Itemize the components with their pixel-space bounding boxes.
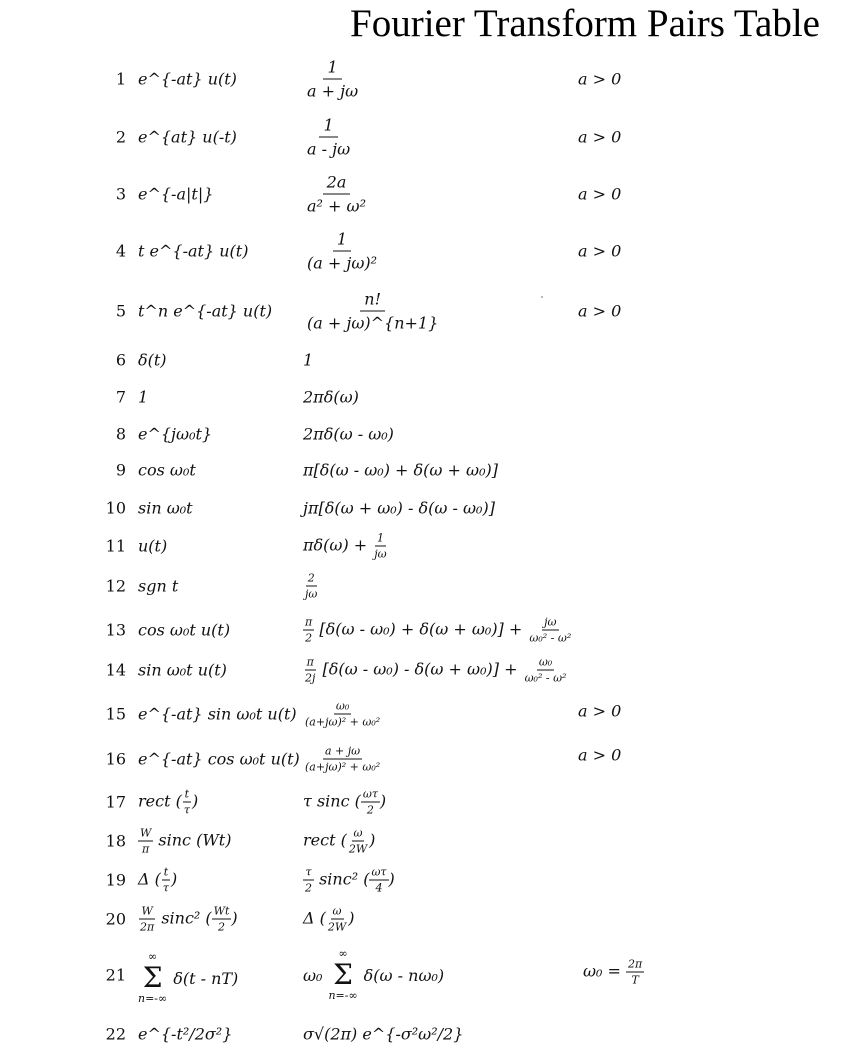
row-17-transform-suffix: ) bbox=[379, 791, 387, 811]
row-21-transform-lower-limit: n=-∞ bbox=[328, 989, 358, 1002]
row-14-numerator-b: ω₀ bbox=[538, 655, 553, 669]
row-14-denominator-a: 2j bbox=[305, 671, 316, 685]
row-21-time-sum bbox=[138, 951, 238, 1005]
row-13-middle: [δ(ω - ω₀) + δ(ω + ω₀)] + bbox=[319, 619, 523, 639]
row-5-number: 5 bbox=[115, 301, 126, 321]
row-20-time-numerator-b: Wt bbox=[213, 904, 230, 918]
row-9-number: 9 bbox=[115, 460, 126, 480]
row-4-numerator: 1 bbox=[333, 230, 351, 252]
row-19-transform-numerator-b: ωτ bbox=[371, 865, 387, 879]
row-21-time-summation bbox=[138, 951, 167, 1005]
row-14-denominator-b: ω₀² - ω² bbox=[524, 671, 567, 685]
row-18-time-denominator: π bbox=[142, 842, 150, 856]
row-21-condition-denominator: T bbox=[631, 973, 639, 987]
row-19-suffix: ) bbox=[170, 869, 178, 889]
row-18-transform-denominator: 2W bbox=[348, 842, 368, 856]
row-20-number: 20 bbox=[105, 909, 126, 929]
row-16-condition: a > 0 bbox=[578, 745, 622, 765]
row-18-time-function bbox=[138, 827, 231, 856]
row-8-transform: 2πδ(ω - ω₀) bbox=[303, 424, 394, 444]
row-21-transform-upper-limit: ∞ bbox=[338, 947, 348, 960]
row-20-time-fraction-a bbox=[138, 905, 156, 934]
row-18-time-numerator: W bbox=[140, 826, 152, 840]
row-15-number: 15 bbox=[105, 704, 126, 724]
row-19-time-function bbox=[138, 866, 177, 895]
row-19-prefix: Δ ( bbox=[138, 869, 161, 889]
row-13-numerator-a: π bbox=[305, 615, 313, 629]
row-15-condition: a > 0 bbox=[578, 701, 622, 721]
row-21-condition-numerator: 2π bbox=[628, 957, 643, 971]
row-20-transform bbox=[303, 905, 354, 934]
row-16-transform bbox=[303, 745, 382, 774]
row-21-transform-term: δ(ω - nω₀) bbox=[363, 965, 445, 985]
row-14-fraction-a bbox=[303, 656, 317, 685]
row-18-transform-numerator: ω bbox=[353, 826, 363, 840]
row-2-transform bbox=[303, 116, 354, 159]
row-4-fraction bbox=[303, 230, 381, 273]
row-11-numerator: 1 bbox=[376, 531, 384, 545]
row-16-number: 16 bbox=[105, 749, 126, 769]
row-3-fraction bbox=[303, 173, 370, 216]
row-1-transform bbox=[303, 58, 362, 101]
row-20-time-denominator-a: 2π bbox=[140, 920, 155, 934]
row-1-condition: a > 0 bbox=[578, 69, 622, 89]
row-17-transform-denominator: 2 bbox=[366, 803, 374, 817]
row-6-time-function: δ(t) bbox=[138, 350, 167, 370]
row-8-time-function: e^{jω₀t} bbox=[138, 424, 213, 444]
row-2-denominator: a - jω bbox=[307, 139, 351, 159]
row-10-number: 10 bbox=[105, 498, 126, 518]
row-2-condition: a > 0 bbox=[578, 127, 622, 147]
row-4-condition: a > 0 bbox=[578, 241, 622, 261]
row-5-denominator: (a + jω)^{n+1} bbox=[307, 313, 439, 333]
row-22-transform: σ√(2π) e^{-σ²ω²/2} bbox=[303, 1024, 464, 1044]
row-17-transform-prefix: τ sinc ( bbox=[303, 791, 361, 811]
row-19-transform-numerator-a: τ bbox=[305, 865, 312, 879]
row-15-fraction bbox=[303, 700, 382, 729]
row-21-condition-prefix: ω₀ = bbox=[583, 961, 621, 981]
row-20-suffix: ) bbox=[231, 908, 238, 928]
row-20-transform-numerator: ω bbox=[332, 904, 342, 918]
row-12-denominator: jω bbox=[305, 587, 318, 601]
row-4-transform bbox=[303, 230, 381, 273]
row-11-time-function: u(t) bbox=[138, 536, 168, 556]
row-16-time-function: e^{-at} cos ω₀t u(t) bbox=[138, 749, 300, 769]
row-16-numerator: a + jω bbox=[325, 744, 361, 758]
row-17-prefix: rect ( bbox=[138, 791, 182, 811]
row-4-denominator: (a + jω)² bbox=[307, 253, 378, 273]
row-13-numerator-b: jω bbox=[544, 615, 557, 629]
row-19-time-fraction bbox=[161, 866, 171, 895]
row-11-number: 11 bbox=[105, 536, 126, 556]
row-15-denominator: (a+jω)² + ω₀² bbox=[305, 715, 381, 729]
row-8-number: 8 bbox=[115, 424, 126, 444]
row-15-numerator: ω₀ bbox=[335, 699, 350, 713]
row-1-fraction bbox=[303, 58, 362, 101]
row-13-time-function: cos ω₀t u(t) bbox=[138, 620, 231, 640]
row-20-transform-denominator: 2W bbox=[327, 920, 347, 934]
row-3-numerator: 2a bbox=[323, 173, 351, 195]
row-19-transform-suffix: ) bbox=[388, 869, 395, 889]
row-14-transform bbox=[303, 656, 568, 685]
row-6-number: 6 bbox=[115, 350, 126, 370]
row-17-transform bbox=[303, 788, 386, 817]
row-19-transform bbox=[303, 866, 395, 895]
row-3-denominator: a² + ω² bbox=[307, 196, 366, 216]
row-2-fraction bbox=[303, 116, 354, 159]
row-14-numerator-a: π bbox=[306, 655, 314, 669]
row-11-fraction bbox=[372, 532, 388, 561]
row-12-numerator: 2 bbox=[307, 571, 315, 585]
row-11-prefix: πδ(ω) + bbox=[303, 535, 368, 555]
row-4-number: 4 bbox=[115, 241, 126, 261]
row-21-time-lower-limit: n=-∞ bbox=[138, 992, 168, 1005]
row-5-transform bbox=[303, 290, 442, 333]
row-5-fraction bbox=[303, 290, 442, 333]
row-17-suffix: ) bbox=[191, 791, 199, 811]
row-14-fraction-b bbox=[523, 656, 569, 685]
row-13-denominator-b: ω₀² - ω² bbox=[529, 631, 572, 645]
row-17-number: 17 bbox=[105, 792, 126, 812]
row-12-number: 12 bbox=[105, 576, 126, 596]
row-18-transform-fraction bbox=[347, 827, 369, 856]
row-21-transform-prefix: ω₀ bbox=[303, 965, 323, 985]
row-1-numerator: 1 bbox=[323, 58, 341, 80]
row-13-fraction-b bbox=[527, 616, 573, 645]
row-5-numerator: n! bbox=[360, 290, 385, 312]
row-20-time-numerator-a: W bbox=[141, 904, 153, 918]
row-2-number: 2 bbox=[115, 127, 126, 147]
row-2-time-function: e^{at} u(-t) bbox=[138, 127, 237, 147]
row-17-time-fraction bbox=[182, 788, 192, 817]
sigma-icon: Σ bbox=[142, 961, 163, 994]
row-3-transform bbox=[303, 173, 370, 216]
row-20-time-denominator-b: 2 bbox=[218, 920, 226, 934]
row-2-numerator: 1 bbox=[319, 116, 337, 138]
row-20-transform-suffix: ) bbox=[348, 908, 355, 928]
row-19-transform-prefix: sinc² ( bbox=[319, 869, 370, 889]
row-10-time-function: sin ω₀t bbox=[138, 498, 193, 518]
scan-speck bbox=[541, 296, 543, 298]
row-18-transform-suffix: ) bbox=[369, 830, 376, 850]
row-13-denominator-a: 2 bbox=[305, 631, 313, 645]
row-3-time-function: e^{-a|t|} bbox=[138, 184, 214, 204]
row-16-fraction bbox=[303, 745, 382, 774]
row-21-condition-fraction bbox=[626, 958, 644, 987]
row-18-number: 18 bbox=[105, 831, 126, 851]
row-20-time-function bbox=[138, 905, 238, 934]
row-19-transform-fraction-b bbox=[369, 866, 388, 895]
row-5-time-function: t^n e^{-at} u(t) bbox=[138, 301, 273, 321]
row-14-middle: [δ(ω - ω₀) - δ(ω + ω₀)] + bbox=[322, 659, 518, 679]
row-18-time-fraction bbox=[138, 827, 153, 856]
row-12-time-function: sgn t bbox=[138, 576, 179, 596]
row-16-denominator: (a+jω)² + ω₀² bbox=[305, 760, 381, 774]
row-13-number: 13 bbox=[105, 620, 126, 640]
row-5-condition: a > 0 bbox=[578, 301, 622, 321]
row-1-number: 1 bbox=[115, 69, 126, 89]
row-20-time-fraction-b bbox=[212, 905, 232, 934]
row-12-transform bbox=[303, 572, 319, 601]
page-title: Fourier Transform Pairs Table bbox=[350, 2, 820, 45]
row-18-transform-prefix: rect ( bbox=[303, 830, 347, 850]
row-7-number: 7 bbox=[115, 387, 126, 407]
row-18-transform bbox=[303, 827, 375, 856]
row-18-suffix: sinc (Wt) bbox=[158, 830, 232, 850]
row-1-denominator: a + jω bbox=[307, 81, 359, 101]
row-15-time-function: e^{-at} sin ω₀t u(t) bbox=[138, 704, 297, 724]
row-11-denominator: jω bbox=[374, 547, 387, 561]
row-19-transform-denominator-b: 4 bbox=[375, 881, 383, 895]
row-21-transform-sum bbox=[303, 948, 444, 1002]
row-6-transform: 1 bbox=[303, 350, 314, 370]
row-20-transform-fraction bbox=[326, 905, 348, 934]
row-11-transform bbox=[303, 532, 389, 561]
row-12-fraction bbox=[303, 572, 319, 601]
row-9-time-function: cos ω₀t bbox=[138, 460, 196, 480]
row-1-time-function: e^{-at} u(t) bbox=[138, 69, 237, 89]
row-19-number: 19 bbox=[105, 870, 126, 890]
row-22-number: 22 bbox=[105, 1024, 126, 1044]
row-14-number: 14 bbox=[105, 660, 126, 680]
row-21-time-term: δ(t - nT) bbox=[173, 968, 239, 988]
row-17-transform-fraction bbox=[361, 788, 380, 817]
row-21-condition bbox=[583, 958, 644, 987]
row-20-middle: sinc² ( bbox=[161, 908, 212, 928]
row-21-time-function bbox=[138, 945, 238, 1005]
row-9-transform: π[δ(ω - ω₀) + δ(ω + ω₀)] bbox=[303, 460, 498, 480]
row-3-condition: a > 0 bbox=[578, 184, 622, 204]
row-13-transform bbox=[303, 616, 573, 645]
row-20-transform-prefix: Δ ( bbox=[303, 908, 326, 928]
row-3-number: 3 bbox=[115, 184, 126, 204]
row-15-transform bbox=[303, 700, 382, 729]
row-17-time-denominator: τ bbox=[183, 803, 190, 817]
row-14-time-function: sin ω₀t u(t) bbox=[138, 660, 227, 680]
row-17-time-numerator: t bbox=[184, 787, 190, 801]
row-7-transform: 2πδ(ω) bbox=[303, 387, 359, 407]
row-17-time-function bbox=[138, 788, 198, 817]
row-21-transform-summation bbox=[328, 948, 357, 1002]
row-4-time-function: t e^{-at} u(t) bbox=[138, 241, 249, 261]
row-10-transform: jπ[δ(ω + ω₀) - δ(ω - ω₀)] bbox=[303, 498, 495, 518]
sigma-icon: Σ bbox=[333, 958, 353, 991]
row-19-transform-denominator-a: 2 bbox=[305, 881, 312, 895]
row-19-time-numerator: t bbox=[163, 865, 169, 879]
row-21-time-upper-limit: ∞ bbox=[148, 950, 158, 963]
row-13-fraction-a bbox=[303, 616, 314, 645]
row-21-number: 21 bbox=[105, 965, 126, 985]
row-17-transform-numerator: ωτ bbox=[362, 787, 378, 801]
row-19-transform-fraction-a bbox=[303, 866, 314, 895]
row-21-transform bbox=[303, 948, 444, 1002]
row-22-time-function: e^{-t²/2σ²} bbox=[138, 1024, 233, 1044]
row-19-time-denominator: τ bbox=[162, 881, 169, 895]
row-7-time-function: 1 bbox=[138, 387, 149, 407]
